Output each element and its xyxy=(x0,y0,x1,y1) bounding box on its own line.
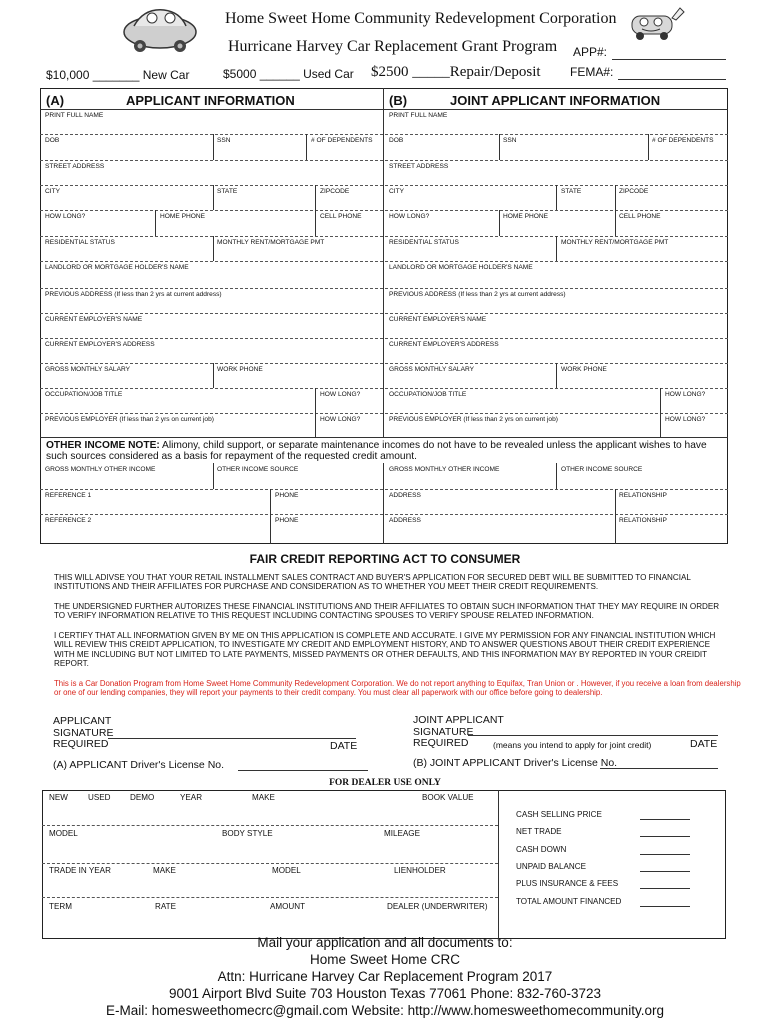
joint-city-field[interactable]: CITY xyxy=(389,188,405,195)
dealer-section xyxy=(42,790,726,939)
joint-state-field[interactable]: STATE xyxy=(561,188,582,195)
dealer-trade-in-model-field[interactable]: MODEL xyxy=(272,866,301,875)
joint-previous-employer-field[interactable]: PREVIOUS EMPLOYER (If less than 2 yrs on current job) xyxy=(389,416,558,423)
joint-zip-field[interactable]: ZIPCODE xyxy=(619,188,649,195)
joint-full-name-field[interactable]: PRINT FULL NAME xyxy=(389,112,448,119)
applicant-cell-phone-field[interactable]: CELL PHONE xyxy=(320,213,362,220)
section-b-title: JOINT APPLICANT INFORMATION xyxy=(450,93,661,108)
joint-gross-salary-field[interactable]: GROSS MONTHLY SALARY xyxy=(389,366,475,373)
fcra-paragraph-2: THE UNDERSIGNED FURTHER AUTORIZES THESE FINANCIAL INSTITUTIONS AND THEIR AFFILIATES TO OBTAIN SUCH INFORMATION THAT THEY MAY REQUIRE IN ORDER TO VERIFY INFORMATION RELATIVE TO THIS REQUEST INCLUDING CONTACTING SPOUSES TO VERIFY SPOUSE RELATED INFORMATION. xyxy=(54,602,720,621)
insurance-fees-label: PLUS INSURANCE & FEES xyxy=(516,879,619,888)
joint-landlord-field[interactable]: LANDLORD OR MORTGAGE HOLDER'S NAME xyxy=(389,264,533,271)
joint-previous-address-field[interactable]: PREVIOUS ADDRESS (If less than 2 yrs at current address) xyxy=(389,291,566,298)
dealer-trade-in-make-field[interactable]: MAKE xyxy=(153,866,176,875)
applicant-full-name-field[interactable]: PRINT FULL NAME xyxy=(45,112,104,119)
joint-rent-field[interactable]: MONTHLY RENT/MORTGAGE PMT xyxy=(561,239,669,246)
reference-2-field[interactable]: REFERENCE 2 xyxy=(45,517,92,524)
reference-1-relationship-field[interactable]: RELATIONSHIP xyxy=(619,492,667,499)
applicant-occupation-field[interactable]: OCCUPATION/JOB TITLE xyxy=(45,391,123,398)
column-divider-lower xyxy=(383,463,384,544)
joint-employer-address-field[interactable]: CURRENT EMPLOYER'S ADDRESS xyxy=(389,341,499,348)
applicant-license-label: (A) APPLICANT Driver's License No. xyxy=(53,759,225,771)
joint-signature-field[interactable] xyxy=(468,735,718,736)
joint-work-phone-field[interactable]: WORK PHONE xyxy=(561,366,607,373)
mail-instructions: Mail your application and all documents to: xyxy=(257,935,513,950)
dealer-amount-field[interactable]: AMOUNT xyxy=(270,902,306,911)
contact-email-website[interactable]: E-Mail: homesweethomecrc@gmail.com Website: http://www.homesweethomecommunity.org xyxy=(106,1003,664,1018)
insurance-fees-field[interactable] xyxy=(640,888,690,889)
joint-how-long-field[interactable]: HOW LONG? xyxy=(389,213,430,220)
mail-recipient: Home Sweet Home CRC xyxy=(309,952,461,967)
reference-2-address-field[interactable]: ADDRESS xyxy=(389,517,421,524)
cash-selling-price-field[interactable] xyxy=(640,819,690,820)
fcra-title: FAIR CREDIT REPORTING ACT TO CONSUMER xyxy=(249,552,521,566)
joint-cell-phone-field[interactable]: CELL PHONE xyxy=(619,213,661,220)
joint-prev-employer-how-long-field[interactable]: HOW LONG? xyxy=(665,416,706,423)
fcra-paragraph-1: THIS WILL ADIVSE YOU THAT YOUR RETAIL INSTALLMENT SALES CONTRACT AND BUYER'S APPLICATION FOR SECURED DEBT WILL BE SUBMITTED TO FINANCIAL INSTITUTIONS AND THEIR AFFILIATES FOR PURCHASE AND CONSIDERATION AS TO WHETHER YOU MEET THEIR CREDIT REQUIREMENTS. xyxy=(54,573,691,592)
org-title: Home Sweet Home Community Redevelopment Corporation xyxy=(225,10,617,27)
joint-other-income-source-field[interactable]: OTHER INCOME SOURCE xyxy=(561,466,643,473)
dealer-book-value-field[interactable]: BOOK VALUE xyxy=(422,793,474,802)
other-income-note xyxy=(46,440,726,462)
dealer-used-field[interactable]: USED xyxy=(88,793,111,802)
joint-street-field[interactable]: STREET ADDRESS xyxy=(389,163,449,170)
net-trade-label: NET TRADE xyxy=(516,827,562,836)
applicant-residential-status-field[interactable]: RESIDENTIAL STATUS xyxy=(45,239,115,246)
dealer-lienholder-field[interactable]: LIENHOLDER xyxy=(394,866,446,875)
applicant-zip-field[interactable]: ZIPCODE xyxy=(320,188,350,195)
reference-1-field[interactable]: REFERENCE 1 xyxy=(45,492,92,499)
joint-license-field[interactable] xyxy=(600,768,718,769)
new-car-option[interactable]: $10,000 _______ New Car xyxy=(46,68,190,82)
fema-number-label: FEMA#: xyxy=(570,65,614,79)
section-a-letter: (A) xyxy=(46,93,65,108)
joint-signature-label: JOINT APPLICANT SIGNATURE REQUIRED xyxy=(413,714,504,749)
mascot-car-icon xyxy=(624,4,686,42)
applicant-how-long-field[interactable]: HOW LONG? xyxy=(45,213,86,220)
column-divider xyxy=(383,88,384,437)
section-b-letter: (B) xyxy=(389,93,408,108)
applicant-signature-field[interactable] xyxy=(108,738,356,739)
program-title: Hurricane Harvey Car Replacement Grant Program xyxy=(228,38,558,55)
joint-home-phone-field[interactable]: HOME PHONE xyxy=(503,213,549,220)
other-income-note-text: Alimony, child support, or separate maintenance incomes do not have to be revealed unless the applicant wishes to have such sources considered as a basis for repayment of the requested credit amount. xyxy=(46,440,707,462)
applicant-gross-salary-field[interactable]: GROSS MONTHLY SALARY xyxy=(45,366,131,373)
used-car-option[interactable]: $5000 ______ Used Car xyxy=(223,67,354,81)
reference-1-address-field[interactable]: ADDRESS xyxy=(389,492,421,499)
reference-1-phone-field[interactable]: PHONE xyxy=(275,492,299,499)
program-disclaimer: This is a Car Donation Program from Home Sweet Home Community Redevelopment Corporation. We do not report anything to Equifax, Tran Union or . However, if you receive a loan from dealership or one of our lending companies, they will report your payments to their credit company. You must clear all paperwork with our office before going to dealership. xyxy=(54,679,741,698)
applicant-ssn-field[interactable]: SSN xyxy=(217,137,231,144)
applicant-employer-address-field[interactable]: CURRENT EMPLOYER'S ADDRESS xyxy=(45,341,155,348)
reference-2-phone-field[interactable]: PHONE xyxy=(275,517,299,524)
mail-address-phone: 9001 Airport Blvd Suite 703 Houston Texas 77061 Phone: 832-760-3723 xyxy=(168,986,602,1001)
applicant-dependents-field[interactable]: # OF DEPENDENTS xyxy=(311,137,373,144)
applicant-home-phone-field[interactable]: HOME PHONE xyxy=(160,213,206,220)
applicant-work-phone-field[interactable]: WORK PHONE xyxy=(217,366,263,373)
joint-ssn-field[interactable]: SSN xyxy=(503,137,517,144)
dealer-new-field[interactable]: NEW xyxy=(49,793,68,802)
applicant-state-field[interactable]: STATE xyxy=(217,188,238,195)
joint-other-income-field[interactable]: GROSS MONTHLY OTHER INCOME xyxy=(389,466,500,473)
joint-date-label: DATE xyxy=(690,738,718,750)
dealer-underwriter-field[interactable]: DEALER (UNDERWRITER) xyxy=(387,902,488,911)
joint-occupation-how-long-field[interactable]: HOW LONG? xyxy=(665,391,706,398)
section-a-title: APPLICANT INFORMATION xyxy=(126,93,295,108)
applicant-other-income-source-field[interactable]: OTHER INCOME SOURCE xyxy=(217,466,299,473)
joint-dependents-field[interactable]: # OF DEPENDENTS xyxy=(652,137,714,144)
dealer-trade-in-year-field[interactable]: TRADE IN YEAR xyxy=(49,866,111,875)
joint-residential-status-field[interactable]: RESIDENTIAL STATUS xyxy=(389,239,459,246)
dealer-rate-field[interactable]: RATE xyxy=(155,902,176,911)
application-form xyxy=(40,88,728,544)
net-trade-field[interactable] xyxy=(640,836,690,837)
joint-dob-field[interactable]: DOB xyxy=(389,137,404,144)
applicant-city-field[interactable]: CITY xyxy=(45,188,61,195)
joint-license-label: (B) JOINT APPLICANT Driver's License No. xyxy=(413,757,618,769)
car-logo-icon xyxy=(120,2,200,54)
dealer-model-field[interactable]: MODEL xyxy=(49,829,78,838)
fcra-paragraph-3: I CERTIFY THAT ALL INFORMATION GIVEN BY ME ON THIS APPLICATION IS COMPLETE AND ACCURATE. I GIVE MY PERMISSION FOR ANY FINANCIAL INSTITUTION WHICH WILL REVIEW THIS CREIDT APPLICATION, TO INVESTIGATE MY CREDIT AND EMPLOYMENT HISTORY, AND TO ANSWER QUESTIONS ABOUT THEIR CREDIT EXPERIENCE WITH ME INCLUDING BUT NOT LIMITED TO LATE PAYMENTS, MISSED PAYMENTS OR OTHER DEFAULTS, AND THIS INFORMATION MAY BY REPORTED IN YOUR CREIDIT REPORT. xyxy=(54,631,716,669)
cash-selling-price-label: CASH SELLING PRICE xyxy=(516,810,602,819)
unpaid-balance-field[interactable] xyxy=(640,871,690,872)
joint-employer-name-field[interactable]: CURRENT EMPLOYER'S NAME xyxy=(389,316,487,323)
joint-occupation-field[interactable]: OCCUPATION/JOB TITLE xyxy=(389,391,467,398)
app-number-label: APP#: xyxy=(573,45,608,59)
total-financed-label: TOTAL AMOUNT FINANCED xyxy=(516,897,622,906)
dealer-body-style-field[interactable]: BODY STYLE xyxy=(222,829,273,838)
repair-deposit-option[interactable]: $2500 _____Repair/Deposit xyxy=(371,64,541,80)
joint-credit-note: (means you intend to apply for joint credit) xyxy=(493,740,652,750)
mail-attention: Attn: Hurricane Harvey Car Replacement Program 2017 xyxy=(217,969,553,984)
dealer-demo-field[interactable]: DEMO xyxy=(130,793,155,802)
applicant-occupation-how-long-field[interactable]: HOW LONG? xyxy=(320,391,361,398)
app-number-field[interactable] xyxy=(612,59,726,60)
applicant-previous-address-field[interactable]: PREVIOUS ADDRESS (If less than 2 yrs at current address) xyxy=(45,291,222,298)
applicant-street-field[interactable]: STREET ADDRESS xyxy=(45,163,105,170)
applicant-date-label: DATE xyxy=(330,740,358,752)
total-financed-field[interactable] xyxy=(640,906,690,907)
dealer-make-field[interactable]: MAKE xyxy=(252,793,275,802)
applicant-landlord-field[interactable]: LANDLORD OR MORTGAGE HOLDER'S NAME xyxy=(45,264,189,271)
dealer-term-field[interactable]: TERM xyxy=(49,902,72,911)
other-income-note-label: OTHER INCOME NOTE: xyxy=(46,440,160,451)
applicant-license-field[interactable] xyxy=(238,770,368,771)
applicant-employer-name-field[interactable]: CURRENT EMPLOYER'S NAME xyxy=(45,316,143,323)
applicant-signature-label: APPLICANT SIGNATURE REQUIRED xyxy=(53,715,114,750)
cash-down-field[interactable] xyxy=(640,854,690,855)
dealer-use-title: FOR DEALER USE ONLY xyxy=(329,778,441,788)
applicant-rent-field[interactable]: MONTHLY RENT/MORTGAGE PMT xyxy=(217,239,325,246)
dealer-mileage-field[interactable]: MILEAGE xyxy=(384,829,420,838)
applicant-prev-employer-how-long-field[interactable]: HOW LONG? xyxy=(320,416,361,423)
fema-number-field[interactable] xyxy=(618,79,726,80)
unpaid-balance-label: UNPAID BALANCE xyxy=(516,862,587,871)
reference-2-relationship-field[interactable]: RELATIONSHIP xyxy=(619,517,667,524)
dealer-year-field[interactable]: YEAR xyxy=(180,793,203,802)
applicant-dob-field[interactable]: DOB xyxy=(45,137,60,144)
applicant-previous-employer-field[interactable]: PREVIOUS EMPLOYER (If less than 2 yrs on current job) xyxy=(45,416,214,423)
cash-down-label: CASH DOWN xyxy=(516,845,567,854)
applicant-other-income-field[interactable]: GROSS MONTHLY OTHER INCOME xyxy=(45,466,156,473)
